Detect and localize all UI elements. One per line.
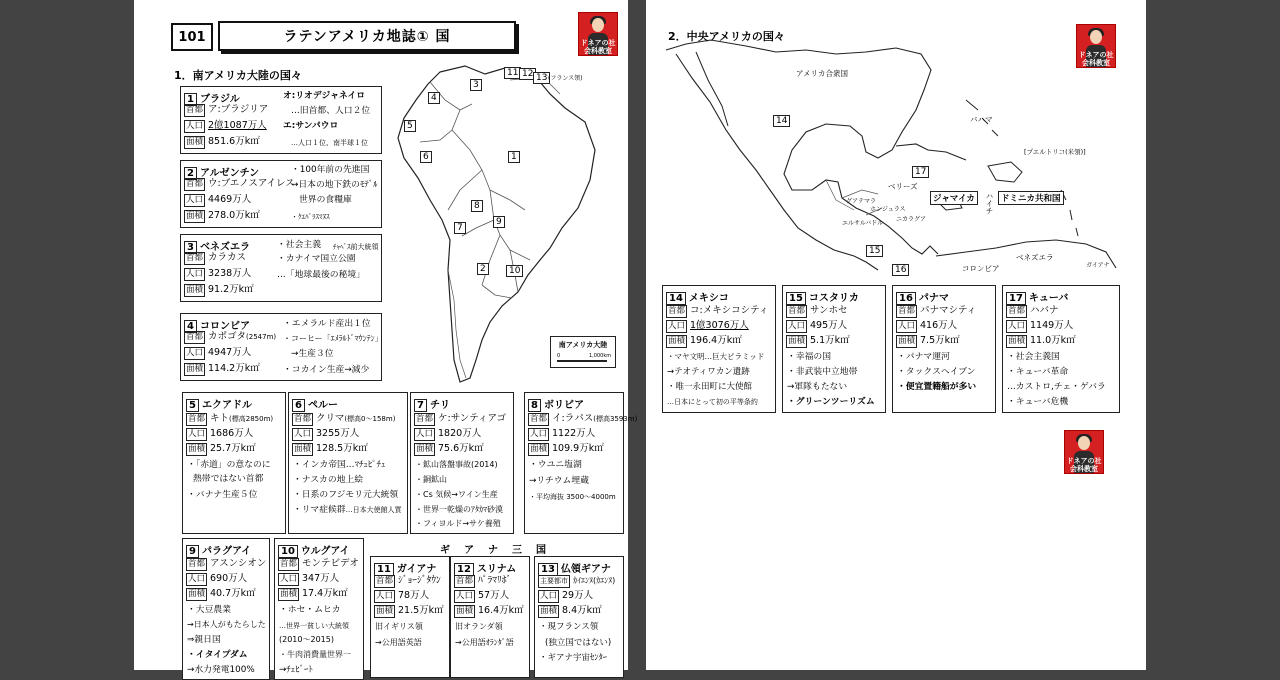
country-note: …世界一貧しい大統領: [279, 622, 349, 630]
fact-row: 面積 16.4万k㎡: [456, 605, 524, 616]
country-card-chile: 7 チリ 首都 ケ:サンティアゴ 人口 1820万人 面積 75.6万k㎡ ・鉱山落盤事故(2014) ・銅鉱山 ・Cs 気候→ワイン生産 ・世界一乾燥のｱﾀｶﾏ砂漠 ・フィヨルド→サケ養殖: [410, 392, 514, 534]
fact-row: 人口 347万人: [280, 573, 340, 584]
fact-row: 首都 パナマシティ: [898, 305, 977, 316]
fact-label: 首都: [416, 414, 434, 424]
fact-row: 首都 クリマ(標高0〜158m): [294, 413, 396, 424]
country-note: ・ギアナ宇宙ｾﾝﾀｰ: [539, 653, 608, 663]
country-note: ・Cs 気候→ワイン生産: [415, 490, 498, 499]
country-number: 6: [292, 399, 305, 412]
fact-row: 面積 25.7万k㎡: [188, 443, 256, 454]
country-note: ・グリーンツーリズム: [787, 397, 875, 407]
country-note: ・銅鉱山: [415, 475, 447, 484]
fact-row: 首都 キト(標高2850m): [188, 413, 274, 424]
country-card-venezuela: 3 ベネズエラ 首都 カラカス 人口 3238万人 面積 91.2万k㎡ ・社会主義 ﾁｬﾍﾞｽ前大統領 ・カナイマ国立公園 …「地球最後の秘境」: [180, 234, 382, 302]
country-card-bolivia: 8 ボリビア 首都 イ:ラパス(標高3593m) 人口 1122万人 面積 109.9万k㎡ ・ウユニ塩湖 →リチウム埋蔵 ・平均海抜 3500〜4000m: [524, 392, 624, 534]
map-number-2: 2: [477, 263, 489, 275]
fact-row: 首都 モンテビデオ: [280, 558, 359, 569]
country-card-cuba: 17 キューバ 首都 ハバナ 人口 1149万人 面積 11.0万k㎡ ・社会主義国 ・キューバ革命 …カストロ,チェ・ゲバラ ・キューバ危機: [1002, 285, 1120, 413]
country-note: …人口１位、南半球１位: [291, 139, 368, 147]
fact-row: 人口 57万人: [456, 590, 510, 601]
fact-label: 首都: [280, 559, 298, 569]
fact-row: 人口 495万人: [788, 320, 848, 331]
country-number: 7: [414, 399, 427, 412]
country-card-guyana: 11 ガイアナ 首都 ｼﾞｮｰｼﾞﾀｳﾝ 人口 78万人 面積 21.5万k㎡ 旧イギリス領 →公用語英語: [370, 556, 450, 678]
fact-row: 首都 ケ:サンティアゴ: [416, 413, 507, 424]
page-title: ラテンアメリカ地誌① 国: [218, 21, 516, 51]
country-note: (独立国ではない): [545, 638, 612, 648]
fact-label: 人口: [186, 121, 204, 131]
fact-label: 人口: [186, 195, 204, 205]
country-number: 8: [528, 399, 541, 412]
fact-label: 人口: [186, 269, 204, 279]
country-number: 2: [184, 167, 197, 180]
country-note: 熱帯ではない首都: [193, 474, 264, 484]
fact-row: 人口 78万人: [376, 590, 430, 601]
scale-bar: [557, 360, 607, 362]
fact-row: 面積 75.6万k㎡: [416, 443, 484, 454]
fact-label: 面積: [280, 589, 298, 599]
fact-label: 面積: [294, 444, 312, 454]
country-note: …「地球最後の秘境」: [277, 270, 365, 280]
fact-row: 首都 ウ:ブエノスアイレス: [186, 178, 295, 189]
fact-row: 面積 196.4万k㎡: [668, 335, 742, 346]
country-note: →公用語ｵﾗﾝﾀﾞ語: [455, 638, 514, 647]
country-note: →リチウム埋蔵: [529, 476, 589, 486]
country-note: ・リマ症候群…日本大使館人質: [293, 505, 402, 515]
label-usa: アメリカ合衆国: [796, 69, 848, 78]
fact-label: 首都: [530, 414, 548, 424]
country-card-french-guiana: 13 仏領ギアナ 主要都市 ｶｲｴﾝﾇ(ｶｴﾝﾇ) 人口 29万人 面積 8.4万k㎡ ・現フランス領 (独立国ではない) ・ギアナ宇宙ｾﾝﾀｰ: [534, 556, 624, 678]
country-number: 12: [454, 563, 474, 576]
fact-label: 人口: [1008, 321, 1026, 331]
fact-row: 人口 1億3076万人: [668, 320, 749, 331]
fact-row: 人口 3255万人: [294, 428, 360, 439]
fact-label: 人口: [898, 321, 916, 331]
country-card-paraguay: 9 パラグアイ 首都 アスンシオン 人口 690万人 面積 40.7万k㎡ ・大豆農業 →日本人がもたらした ⇒親日国 ・イタイプダム →水力発電100%: [182, 538, 270, 680]
country-note: ・フィヨルド→サケ養殖: [415, 519, 501, 528]
country-note: ・世界一乾燥のｱﾀｶﾏ砂漠: [415, 505, 503, 514]
pacific-coast: [676, 54, 878, 270]
french-territory-note: (フランス領): [548, 75, 583, 82]
scale-title: 南アメリカ大陸: [558, 341, 608, 349]
fact-label: 首都: [668, 306, 686, 316]
fact-label: 面積: [456, 606, 474, 616]
map-number-10: 10: [506, 265, 523, 277]
fact-row: 面積 8.4万k㎡: [540, 605, 602, 616]
country-note: ・コカイン生産→減少: [283, 365, 370, 375]
label-honduras: ホンジュラス: [870, 206, 906, 213]
teacher-logo: [578, 12, 618, 56]
map-number-9: 9: [493, 216, 505, 228]
fact-label: 面積: [186, 285, 204, 295]
country-note: ・カナイマ国立公園: [277, 254, 356, 264]
section-heading-central-america: 2．中央アメリカの国々: [668, 30, 785, 43]
country-name: ブラジル: [199, 94, 240, 105]
country-card-ecuador: 5 エクアドル 首都 キト(標高2850m) 人口 1686万人 面積 25.7万k㎡ ・「赤道」の意なのに 熱帯ではない首都 ・バナナ生産５位: [182, 392, 286, 534]
country-number: 5: [186, 399, 199, 412]
worksheet-page-2: [646, 0, 1146, 670]
country-note: →ﾁｪﾋﾞｰﾄ: [279, 665, 313, 675]
fact-label: 人口: [668, 321, 686, 331]
country-note: ・大豆農業: [187, 605, 231, 615]
fact-label: 面積: [376, 606, 394, 616]
country-card-uruguay: 10 ウルグアイ 首都 モンテビデオ 人口 347万人 面積 17.4万k㎡ ・ホセ・ムヒカ …世界一貧しい大統領 (2010〜2015) ・牛肉消費量世界一 →ﾁｪﾋﾞｰﾄ: [274, 538, 364, 680]
country-card-mexico: 14 メキシコ 首都 コ:メキシコシティ 人口 1億3076万人 面積 196.4万k㎡ ・マヤ文明…巨大ピラミッド →テオティワカン遺跡 ・唯一永田町に大使館 …日本にとって初の平等条約: [662, 285, 776, 413]
fact-label: 面積: [188, 444, 206, 454]
map-number-17: 17: [912, 166, 929, 178]
fact-label: 首都: [186, 253, 204, 263]
country-number: 3: [184, 241, 197, 254]
country-note: ・タックスヘイブン: [897, 367, 976, 377]
country-card-panama: 16 パナマ 首都 パナマシティ 人口 416万人 面積 7.5万k㎡ ・パナマ運河 ・タックスヘイブン ・便宜置籍船が多い: [892, 285, 996, 413]
fact-row: 主要都市 ｶｲｴﾝﾇ(ｶｴﾝﾇ): [538, 575, 615, 588]
fact-row: 人口 1149万人: [1008, 320, 1074, 331]
label-puerto-rico: [プエルトリコ(米領)]: [1024, 148, 1086, 156]
country-note: ・ｸｴﾊﾞﾗｽﾏﾇｽ: [291, 213, 330, 221]
fact-row: 首都 ｼﾞｮｰｼﾞﾀｳﾝ: [376, 575, 441, 586]
fact-label: 人口: [294, 429, 312, 439]
map-number-11: 11: [504, 67, 521, 79]
fact-row: 首都 カラカス: [186, 252, 247, 263]
chile-border: [448, 270, 466, 378]
fact-row: 首都 カボゴタ(2547m): [186, 331, 277, 342]
fact-label: 首都: [186, 332, 204, 342]
fact-row: 面積 278.0万k㎡: [186, 210, 260, 221]
country-note: 旧オランダ領: [455, 622, 503, 631]
label-colombia: コロンビア: [962, 264, 1000, 273]
map-number-13: 13: [533, 72, 550, 84]
fact-row: 首都 イ:ラパス(標高3593m): [530, 413, 638, 424]
country-note: ・100年前の先進国: [291, 165, 370, 175]
fact-row: 人口 690万人: [188, 573, 248, 584]
country-note: →日本の地下鉄のﾓﾃﾞﾙ: [291, 180, 378, 190]
fact-row: 人口 3238万人: [186, 268, 252, 279]
fact-label: 人口: [788, 321, 806, 331]
country-card-suriname: 12 スリナム 首都 ﾊﾟﾗﾏﾘﾎﾞ 人口 57万人 面積 16.4万k㎡ 旧オランダ領 →公用語ｵﾗﾝﾀﾞ語: [450, 556, 530, 678]
fact-label: 面積: [540, 606, 558, 616]
fact-label: 主要都市: [538, 575, 570, 588]
country-note: ・日系のフジモリ元大統領: [293, 490, 399, 500]
country-note: →水力発電100%: [187, 665, 255, 675]
fact-label: 人口: [456, 591, 474, 601]
fact-label: 首都: [294, 414, 312, 424]
country-note: ・キューバ革命: [1007, 367, 1069, 377]
fact-label: 首都: [188, 414, 206, 424]
map-number-12: 12: [519, 68, 536, 80]
country-note: ・インカ帝国…ﾏﾁｭﾋﾟﾁｭ: [293, 460, 386, 470]
label-el-salvador: エルサルバドル: [842, 220, 884, 227]
fact-row: 人口 29万人: [540, 590, 594, 601]
map-number-7: 7: [454, 222, 466, 234]
country-number: 1: [184, 93, 197, 106]
map-number-14: 14: [773, 115, 790, 127]
hispaniola-outline: [988, 162, 1022, 182]
scale-max: 1,000km: [589, 353, 612, 359]
country-note: ・ナスカの地上絵: [293, 475, 364, 485]
fact-label: 首都: [186, 179, 204, 189]
logo-text: ドネアの社会科教室: [580, 39, 616, 55]
fact-label: 首都: [376, 576, 394, 586]
fact-row: 首都 コ:メキシコシティ: [668, 305, 769, 316]
fact-row: 面積 114.2万k㎡: [186, 363, 260, 374]
country-note: →日本人がもたらした: [187, 620, 266, 629]
fact-label: 面積: [1008, 336, 1026, 346]
fact-label: 人口: [530, 429, 548, 439]
country-note: ・ウユニ塩湖: [529, 460, 582, 470]
map-number-16: 16: [892, 264, 909, 276]
fact-row: 人口 416万人: [898, 320, 958, 331]
fact-row: 面積 851.6万k㎡: [186, 136, 260, 147]
fact-row: 人口 2億1087万人: [186, 120, 267, 131]
fact-row: 首都 ﾊﾟﾗﾏﾘﾎﾞ: [456, 575, 512, 586]
fact-label: 首都: [788, 306, 806, 316]
country-card-brazil: [180, 86, 382, 154]
country-note: ・鉱山落盤事故(2014): [415, 460, 498, 469]
label-guatemala: グアテマラ: [846, 198, 877, 205]
fact-label: 首都: [898, 306, 916, 316]
country-note: ・パナマ運河: [897, 352, 950, 362]
country-note: 旧イギリス領: [375, 622, 423, 631]
fact-label: 人口: [280, 574, 298, 584]
fact-row: 人口 1122万人: [530, 428, 596, 439]
country-note: ・イタイプダム: [187, 650, 248, 660]
teacher-logo-top: ドネアの社会科教室: [1076, 24, 1116, 68]
central-america-map: [666, 40, 1126, 280]
label-bahamas: バハマ: [970, 115, 993, 124]
fact-label: 首都: [1008, 306, 1026, 316]
fact-row: 面積 5.1万k㎡: [788, 335, 850, 346]
map-number-3: 3: [470, 79, 482, 91]
country-note: オ:リオデジャネイロ: [283, 91, 366, 101]
country-note: ・「赤道」の意なのに: [187, 460, 271, 470]
fact-label: 人口: [186, 348, 204, 358]
country-note: …カストロ,チェ・ゲバラ: [1007, 382, 1106, 392]
country-note: ・幸福の国: [787, 352, 831, 362]
label-nicaragua: ニカラグア: [896, 216, 927, 223]
map-number-15: 15: [866, 245, 883, 257]
country-number: 9: [186, 545, 199, 558]
label-belize: ベリーズ: [888, 182, 918, 191]
country-number: 4: [184, 320, 197, 333]
fact-row: 人口 1686万人: [188, 428, 254, 439]
country-note: ・便宜置籍船が多い: [897, 382, 977, 392]
fact-row: 人口 4469万人: [186, 194, 252, 205]
fact-row: 人口 1820万人: [416, 428, 482, 439]
fact-label: 人口: [188, 574, 206, 584]
fact-row: 面積 21.5万k㎡: [376, 605, 444, 616]
fact-row: 首都 ハバナ: [1008, 305, 1059, 316]
country-note: →公用語英語: [375, 638, 422, 647]
country-note: エ:サンパウロ: [283, 121, 339, 131]
country-card-argentina: 2 アルゼンチン 首都 ウ:ブエノスアイレス 人口 4469万人 面積 278.0万k㎡ ・100年前の先進国 →日本の地下鉄のﾓﾃﾞﾙ 世界の食糧庫 ・ｸｴﾊﾞﾗｽﾏﾇｽ: [180, 160, 382, 228]
country-number: 16: [896, 292, 916, 305]
fact-row: 面積 91.2万k㎡: [186, 284, 254, 295]
fact-row: 面積 17.4万k㎡: [280, 588, 348, 599]
worksheet-page-1: [134, 0, 638, 675]
country-note: ・社会主義: [277, 240, 321, 250]
map-number-1: 1: [508, 151, 520, 163]
map-number-8: 8: [471, 200, 483, 212]
fact-label: 面積: [186, 211, 204, 221]
map-number-4: 4: [428, 92, 440, 104]
country-number: 10: [278, 545, 298, 558]
fact-row: 面積 109.9万k㎡: [530, 443, 604, 454]
guiana-three-countries-heading: ギ ア ナ 三 国: [440, 545, 548, 556]
map-scale-box: [550, 336, 616, 368]
country-note: →テオティワカン遺跡: [667, 367, 750, 377]
fact-row: 面積 40.7万k㎡: [188, 588, 256, 599]
fact-label: 首都: [188, 559, 206, 569]
country-number: 11: [374, 563, 394, 576]
fact-row: 面積 11.0万k㎡: [1008, 335, 1076, 346]
fact-label: 面積: [530, 444, 548, 454]
country-note: ・バナナ生産５位: [187, 490, 258, 500]
fact-label: 面積: [668, 336, 686, 346]
country-note: ・コーヒー「ｴﾒﾗﾙﾄﾞﾏｳﾝﾃﾝ」: [283, 334, 383, 343]
fact-label: 面積: [788, 336, 806, 346]
fact-row: 首都 サンホセ: [788, 305, 848, 316]
map-number-6: 6: [420, 151, 432, 163]
fact-row: 面積 7.5万k㎡: [898, 335, 960, 346]
fact-row: 首都 ア:ブラジリア: [186, 104, 269, 115]
country-note: ・社会主義国: [1007, 352, 1060, 362]
country-note: …日本にとって初の平等条約: [667, 398, 758, 406]
fact-label: 面積: [188, 589, 206, 599]
fact-label: 人口: [540, 591, 558, 601]
country-note: ・ホセ・ムヒカ: [279, 605, 341, 615]
fact-label: 人口: [416, 429, 434, 439]
country-card-costa-rica: 15 コスタリカ 首都 サンホセ 人口 495万人 面積 5.1万k㎡ ・幸福の国 ・非武装中立地帯 →軍隊もたない ・グリーンツーリズム: [782, 285, 886, 413]
country-note: →生産３位: [291, 349, 334, 359]
country-note: ﾁｬﾍﾞｽ前大統領: [333, 243, 379, 251]
scale-zero: 0: [557, 353, 561, 359]
label-haiti: ハイチ: [985, 192, 994, 215]
country-note: ・平均海抜 3500〜4000m: [529, 493, 616, 501]
label-jamaica: ジャマイカ: [930, 191, 978, 205]
fact-row: 面積 128.5万k㎡: [294, 443, 368, 454]
country-number: 15: [786, 292, 806, 305]
fact-row: 人口 4947万人: [186, 347, 252, 358]
country-note: ・エメラルド産出１位: [283, 319, 371, 329]
country-note: ・非武装中立地帯: [787, 367, 858, 377]
teacher-logo-bottom: ドネアの社会科教室: [1064, 430, 1104, 474]
country-note: ・マヤ文明…巨大ピラミッド: [667, 352, 765, 361]
label-venezuela: ベネズエラ: [1016, 253, 1054, 262]
fact-label: 人口: [188, 429, 206, 439]
country-note: …旧首都、人口２位: [291, 106, 371, 116]
country-note: ・現フランス領: [539, 622, 599, 632]
label-dominican-republic: ドミニカ共和国: [998, 191, 1064, 205]
fact-label: 首都: [186, 105, 204, 115]
country-number: 14: [666, 292, 686, 305]
fact-label: 首都: [456, 576, 474, 586]
fact-row: 首都 アスンシオン: [188, 558, 267, 569]
country-note: ⇒親日国: [187, 635, 221, 645]
country-note: →軍隊もたない: [787, 382, 848, 392]
cuba-outline: [896, 144, 966, 160]
country-note: 世界の食糧庫: [299, 195, 352, 205]
country-number: 17: [1006, 292, 1026, 305]
country-note: ・牛肉消費量世界一: [279, 650, 351, 659]
country-note: ・キューバ危機: [1007, 397, 1069, 407]
fact-label: 面積: [898, 336, 916, 346]
label-guyana: ガイアナ: [1086, 262, 1110, 269]
map-number-5: 5: [404, 120, 416, 132]
country-note: ・唯一永田町に大使館: [667, 382, 753, 392]
country-number: 13: [538, 563, 558, 576]
country-note: (2010〜2015): [279, 635, 334, 644]
fact-label: 人口: [376, 591, 394, 601]
section-heading-south-america: 1．南アメリカ大陸の国々: [174, 69, 302, 82]
fact-label: 面積: [186, 364, 204, 374]
fact-label: 面積: [416, 444, 434, 454]
country-card-colombia: 4 コロンビア 首都 カボゴタ(2547m) 人口 4947万人 面積 114.2万k㎡ ・エメラルド産出１位 ・コーヒー「ｴﾒﾗﾙﾄﾞﾏｳﾝﾃﾝ」 →生産３位 ・コカイン生産→減少: [180, 313, 382, 381]
worksheet-number: 101: [171, 23, 213, 51]
fact-label: 面積: [186, 137, 204, 147]
country-card-peru: 6 ペルー 首都 クリマ(標高0〜158m) 人口 3255万人 面積 128.5万k㎡ ・インカ帝国…ﾏﾁｭﾋﾟﾁｭ ・ナスカの地上絵 ・日系のフジモリ元大統領 ・リマ症候群…日本大使館人質: [288, 392, 408, 534]
